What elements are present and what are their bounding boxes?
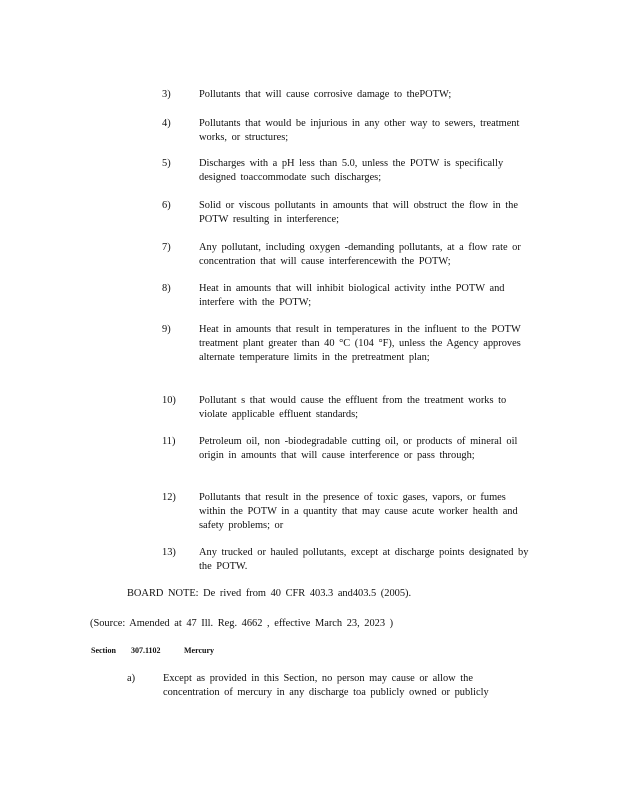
item-text: Discharges with a pH less than 5.0, unless the POTW is specifically designed toaccommodate such discharges; [199, 158, 504, 183]
item-text: Petroleum oil, non -biodegradable cutting oil, or products of mineral oil origin in amounts that will cause interference or pass through; [199, 436, 518, 461]
section-number: 307.1102 [131, 646, 161, 655]
subsection-number: a) [127, 673, 136, 684]
section-label: Section [91, 646, 116, 655]
board-note: BOARD NOTE: De rived from 40 CFR 403.3 and403.5 (2005). [127, 588, 412, 599]
item-number: 12) [162, 492, 176, 503]
item-text: Pollutants that will cause corrosive damage to thePOTW; [199, 89, 452, 100]
item-text: Heat in amounts that will inhibit biological activity inthe POTW and interfere with the POTW; [199, 283, 505, 308]
section-heading [91, 645, 214, 657]
item-number: 6) [162, 200, 171, 211]
item-text: Any pollutant, including oxygen -demanding pollutants, at a flow rate or concentration that will cause interferencewith the POTW; [199, 242, 521, 267]
item-text: Pollutants that would be injurious in any other way to sewers, treatment works, or structures; [199, 118, 520, 143]
item-text: Solid or viscous pollutants in amounts that will obstruct the flow in the POTW resulting in interference; [199, 200, 518, 225]
subsection-text: Except as provided in this Section, no person may cause or allow the concentration of mercury in any discharge toa publicly owned or publicly [163, 673, 489, 698]
item-number: 13) [162, 547, 176, 558]
section-title: Mercury [184, 646, 215, 655]
item-text: Any trucked or hauled pollutants, except at discharge points designated by the POTW. [199, 547, 529, 572]
item-number: 10) [162, 395, 176, 406]
item-number: 8) [162, 283, 171, 294]
item-number: 11) [162, 436, 176, 447]
item-number: 4) [162, 118, 171, 129]
item-text: Pollutant s that would cause the effluent from the treatment works to violate applicable effluent standards; [199, 395, 507, 420]
item-text: Pollutants that result in the presence of toxic gases, vapors, or fumes within the POTW in a quantity that may cause acute worker health and safety problems; or [199, 492, 518, 531]
source-note: (Source: Amended at 47 Ill. Reg. 4662 , effective March 23, 2023 ) [90, 618, 394, 629]
item-number: 3) [162, 89, 171, 100]
item-text: Heat in amounts that result in temperatures in the influent to the POTW treatment plant greater than 40 °C (104 °F), unless the Agency approves alternate temperature limits in the pretreatment plan; [199, 324, 521, 363]
item-number: 5) [162, 158, 171, 169]
item-number: 9) [162, 324, 171, 335]
item-number: 7) [162, 242, 171, 253]
